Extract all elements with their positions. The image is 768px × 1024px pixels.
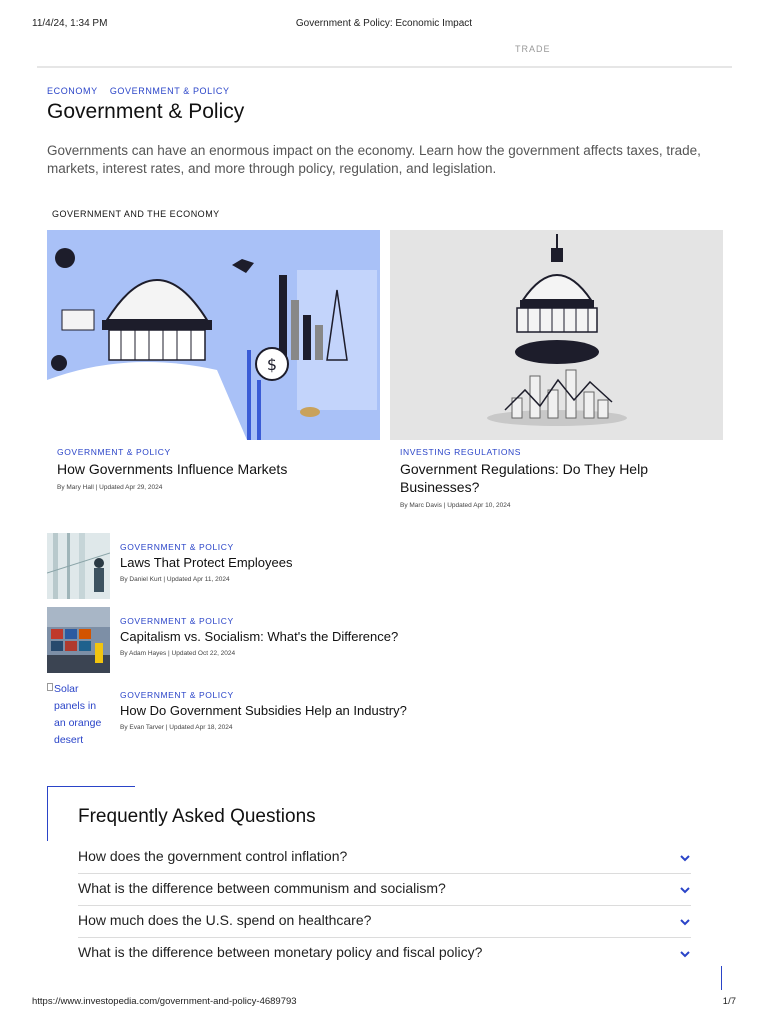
- list-title[interactable]: Capitalism vs. Socialism: What's the Difference?: [120, 629, 399, 644]
- list-item-employees[interactable]: [47, 533, 647, 599]
- breadcrumb-item-economy[interactable]: ECONOMY: [47, 86, 98, 96]
- chevron-down-icon[interactable]: [679, 948, 691, 960]
- list-item-subsidies[interactable]: [47, 681, 647, 747]
- faq-question[interactable]: How does the government control inflation?: [78, 848, 348, 864]
- print-header: [0, 18, 768, 30]
- list-byline: By Evan Tarver | Updated Apr 18, 2024: [120, 724, 233, 731]
- list-item-capitalism[interactable]: [47, 607, 647, 673]
- card-byline: By Marc Davis | Updated Apr 10, 2024: [400, 502, 511, 509]
- list-title[interactable]: Laws That Protect Employees: [120, 555, 293, 570]
- broken-image-icon: [47, 683, 53, 691]
- list-byline: By Daniel Kurt | Updated Apr 11, 2024: [120, 576, 230, 583]
- breadcrumb: [47, 86, 239, 98]
- list-category[interactable]: GOVERNMENT & POLICY: [120, 690, 234, 700]
- featured-image-markets-illustration[interactable]: [47, 230, 380, 440]
- list-thumb-office-photo[interactable]: [47, 533, 110, 599]
- faq-item-communism-socialism[interactable]: [78, 874, 691, 906]
- print-datetime: 11/4/24, 1:34 PM: [32, 18, 108, 29]
- top-nav: [0, 44, 768, 56]
- breadcrumb-item-government-policy[interactable]: GOVERNMENT & POLICY: [109, 86, 230, 96]
- print-url: https://www.investopedia.com/government-and-policy-4689793: [32, 996, 297, 1007]
- markets-illustration: [47, 230, 380, 440]
- card-category[interactable]: GOVERNMENT & POLICY: [57, 447, 171, 457]
- list-thumb-broken-image[interactable]: [47, 681, 110, 747]
- faq-heading: Frequently Asked Questions: [78, 806, 316, 827]
- faq-question[interactable]: How much does the U.S. spend on healthcare?: [78, 912, 372, 928]
- faq-question[interactable]: What is the difference between monetary policy and fiscal policy?: [78, 944, 483, 960]
- featured-card-1[interactable]: [57, 447, 367, 491]
- faq-item-monetary-fiscal[interactable]: [78, 938, 691, 970]
- card-title[interactable]: Government Regulations: Do They Help Businesses?: [400, 461, 648, 495]
- svg-text:$: $: [266, 355, 278, 374]
- nav-item-trade[interactable]: TRADE: [515, 44, 551, 54]
- featured-image-capitol-illustration[interactable]: [390, 230, 723, 440]
- featured-card-2[interactable]: [400, 447, 710, 509]
- port-photo: [47, 607, 110, 673]
- faq-item-healthcare-spend[interactable]: [78, 906, 691, 938]
- chevron-down-icon[interactable]: [679, 852, 691, 864]
- list-category[interactable]: GOVERNMENT & POLICY: [120, 616, 234, 626]
- chevron-down-icon[interactable]: [679, 884, 691, 896]
- faq-frame-accent-right: [721, 966, 722, 990]
- list-thumb-port-photo[interactable]: [47, 607, 110, 673]
- list-category[interactable]: GOVERNMENT & POLICY: [120, 542, 234, 552]
- list-title[interactable]: How Do Government Subsidies Help an Industry?: [120, 703, 407, 718]
- card-title[interactable]: How Governments Influence Markets: [57, 461, 288, 477]
- faq-question[interactable]: What is the difference between communism and socialism?: [78, 880, 446, 896]
- capitol-illustration: [390, 230, 723, 440]
- faq-frame-accent-left: [47, 786, 48, 841]
- print-doc-title: Government & Policy: Economic Impact: [295, 18, 473, 29]
- card-category[interactable]: INVESTING REGULATIONS: [400, 447, 522, 457]
- list-byline: By Adam Hayes | Updated Oct 22, 2024: [120, 650, 236, 657]
- list-text: [120, 616, 640, 657]
- office-photo: [47, 533, 110, 599]
- print-footer: [0, 996, 768, 1008]
- print-page-number: 1/7: [722, 996, 736, 1007]
- page-title: Government & Policy: [47, 100, 245, 123]
- list-text: [120, 542, 640, 583]
- nav-divider: [37, 66, 732, 68]
- list-text: [120, 690, 640, 731]
- section-label: GOVERNMENT AND THE ECONOMY: [52, 209, 220, 219]
- faq-frame-accent-top: [47, 786, 135, 787]
- image-alt-text[interactable]: Solar panels in an orange desert: [54, 683, 102, 746]
- faq-item-inflation[interactable]: [78, 842, 691, 874]
- chevron-down-icon[interactable]: [679, 916, 691, 928]
- page-intro: Governments can have an enormous impact on the economy. Learn how the government affects taxes, trade, markets, interest rates, and more through policy, regulation, and legislation.: [47, 143, 701, 176]
- card-byline: By Mary Hall | Updated Apr 29, 2024: [57, 484, 163, 491]
